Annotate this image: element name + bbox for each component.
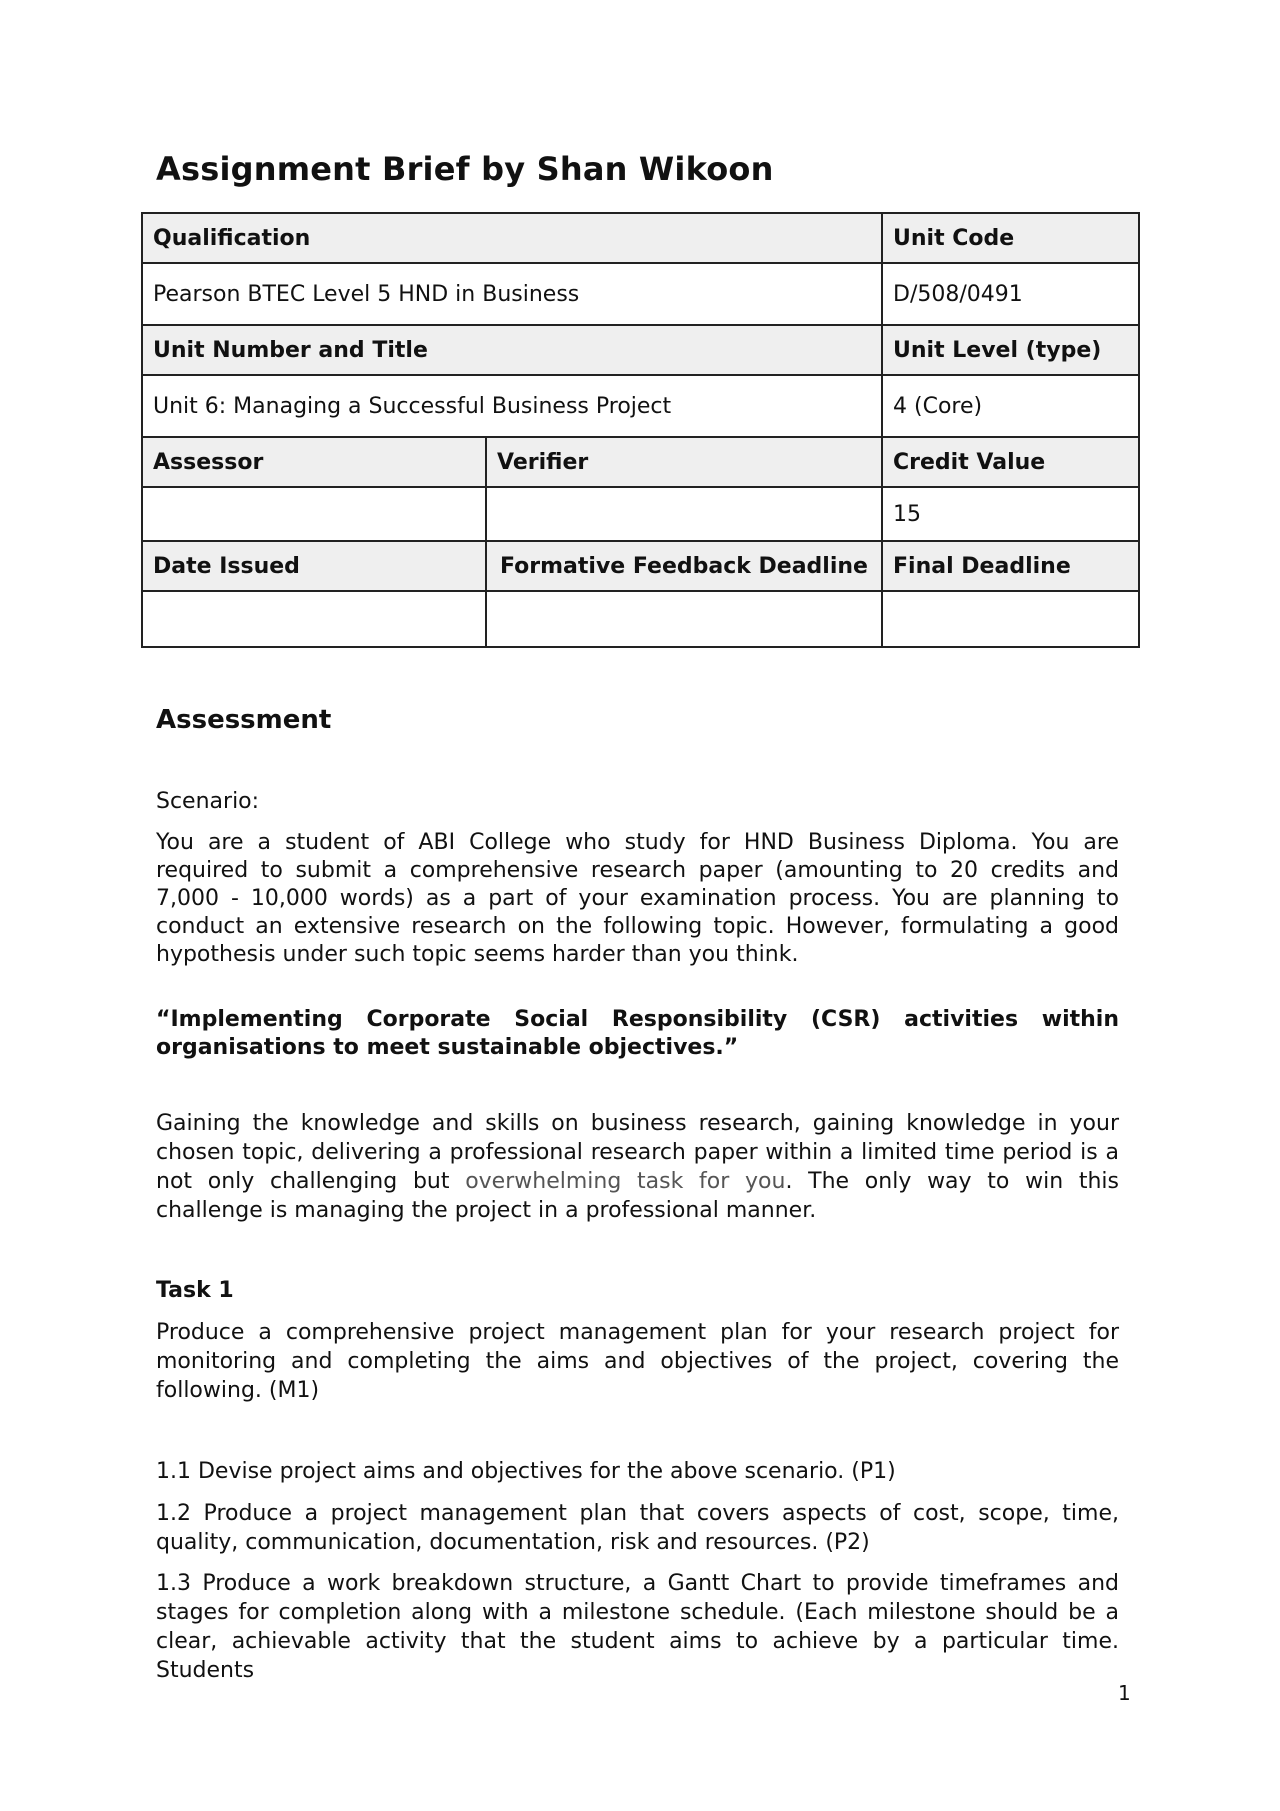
unit-code-label: Unit Code [882, 213, 1139, 263]
scenario-paragraph: You are a student of ABI College who study for HND Business Diploma. You are required to submit a comprehensive research paper (amounting to 20 credits and 7,000 - 10,000 words) as a part of your examination process. You are planning to conduct an extensive research on the following topic. However, formulating a good hypothesis under such topic seems harder than you think. [156, 830, 1119, 967]
table-row [142, 325, 1139, 375]
task1-intro: Produce a comprehensive project management plan for your research project for monitoring and completing the aims and objectives of the project, covering the following. (M1) [156, 1320, 1119, 1403]
task1-item-1-3: 1.3 Produce a work breakdown structure, a Gantt Chart to provide timeframes and stages for completion along with a milestone schedule. (Each milestone should be a clear, achievable activity that the student aims to achieve by a particular time. Students [156, 1571, 1119, 1683]
gaining-text-part2: . The only way to win this challenge is managing the project in a professional manner. [156, 1169, 1120, 1223]
final-deadline-value [882, 591, 1139, 647]
gaining-text-part1: Gaining the knowledge and skills on business research, gaining knowledge in your chosen topic, delivering a professional research paper within a limited time period is a not only challenging but [156, 1111, 1119, 1194]
unit-level-value: 4 (Core) [882, 375, 1139, 437]
assessor-label: Assessor [142, 437, 486, 487]
assessor-value [142, 487, 486, 541]
date-issued-label: Date Issued [142, 541, 486, 591]
final-deadline-label: Final Deadline [882, 541, 1139, 591]
page-title: Assignment Brief by Shan Wikoon [156, 150, 774, 188]
qualification-value: Pearson BTEC Level 5 HND in Business [142, 263, 882, 325]
table-row [142, 213, 1139, 263]
table-row [142, 541, 1139, 591]
verifier-value [486, 487, 882, 541]
verifier-label: Verifier [486, 437, 882, 487]
date-issued-value [142, 591, 486, 647]
table-row [142, 487, 1139, 541]
table-row [142, 437, 1139, 487]
task1-item-1-2: 1.2 Produce a project management plan that covers aspects of cost, scope, time, quality, communication, documentation, risk and resources. (P2) [156, 1501, 1119, 1555]
assessment-heading: Assessment [156, 705, 332, 735]
credit-value-label: Credit Value [882, 437, 1139, 487]
research-topic: “Implementing Corporate Social Responsibility (CSR) activities within organisations to meet sustainable objectives.” [156, 1007, 1119, 1060]
gaining-text-muted: overwhelming task for you [465, 1169, 786, 1194]
unit-level-label: Unit Level (type) [882, 325, 1139, 375]
formative-feedback-label: Formative Feedback Deadline [486, 541, 882, 591]
task1-heading: Task 1 [156, 1278, 234, 1303]
formative-feedback-value [486, 591, 882, 647]
page-number: 1 [1118, 1681, 1131, 1705]
unit-code-value: D/508/0491 [882, 263, 1139, 325]
task1-item-1-1: 1.1 Devise project aims and objectives for the above scenario. (P1) [156, 1459, 896, 1484]
credit-value: 15 [882, 487, 1139, 541]
qualification-label: Qualification [142, 213, 882, 263]
assignment-info-table [141, 212, 1140, 648]
table-row [142, 263, 1139, 325]
table-row [142, 591, 1139, 647]
gaining-paragraph [156, 1109, 1119, 1225]
scenario-label: Scenario: [156, 789, 260, 814]
table-row [142, 375, 1139, 437]
unit-number-title-value: Unit 6: Managing a Successful Business Project [142, 375, 882, 437]
unit-number-title-label: Unit Number and Title [142, 325, 882, 375]
